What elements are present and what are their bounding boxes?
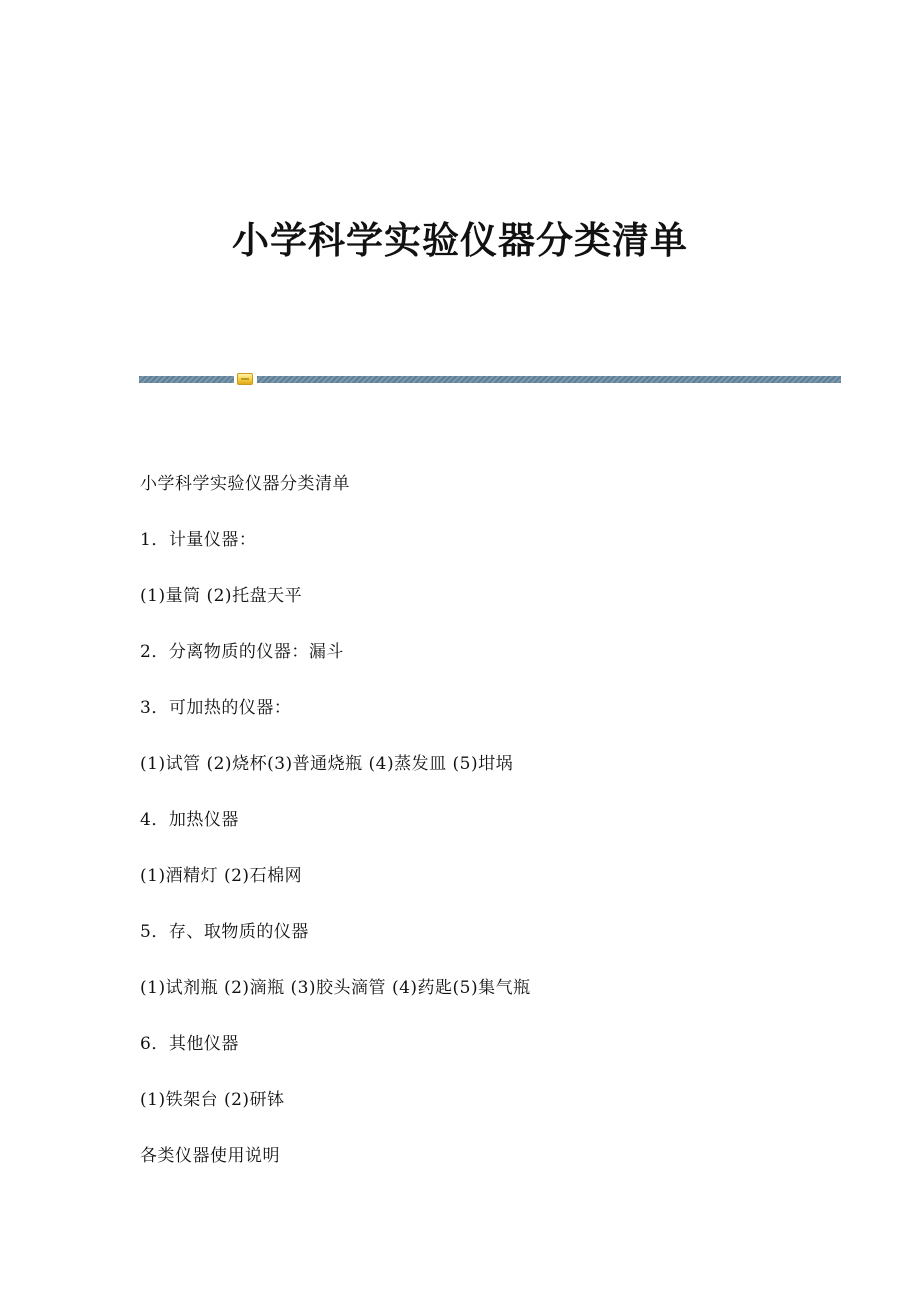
section-heating-items: (1)酒精灯 (2)石棉网 [140,866,303,886]
section-storage-heading: 5．存、取物质的仪器 [140,922,309,942]
document-body [140,470,840,1198]
usage-notes-heading: 各类仪器使用说明 [140,1146,280,1166]
title-divider [139,373,841,385]
section-measuring-heading: 1．计量仪器： [140,530,257,550]
section-heatable-items: (1)试管 (2)烧杯(3)普通烧瓶 (4)蒸发皿 (5)坩埚 [140,754,514,774]
section-other-items: (1)铁架台 (2)研钵 [140,1090,285,1110]
section-other-heading: 6．其他仪器 [140,1034,239,1054]
page-title: 小学科学实验仪器分类清单 [232,218,688,262]
section-heating-heading: 4．加热仪器 [140,810,239,830]
divider-bar-left [139,376,234,383]
section-storage-items: (1)试剂瓶 (2)滴瓶 (3)胶头滴管 (4)药匙(5)集气瓶 [140,978,531,998]
section-measuring-items: (1)量筒 (2)托盘天平 [140,586,303,606]
section-separation-heading: 2．分离物质的仪器：漏斗 [140,642,344,662]
section-heatable-heading: 3．可加热的仪器： [140,698,292,718]
document-badge-icon [237,373,253,385]
divider-bar-right [257,376,841,383]
body-heading: 小学科学实验仪器分类清单 [140,474,350,494]
